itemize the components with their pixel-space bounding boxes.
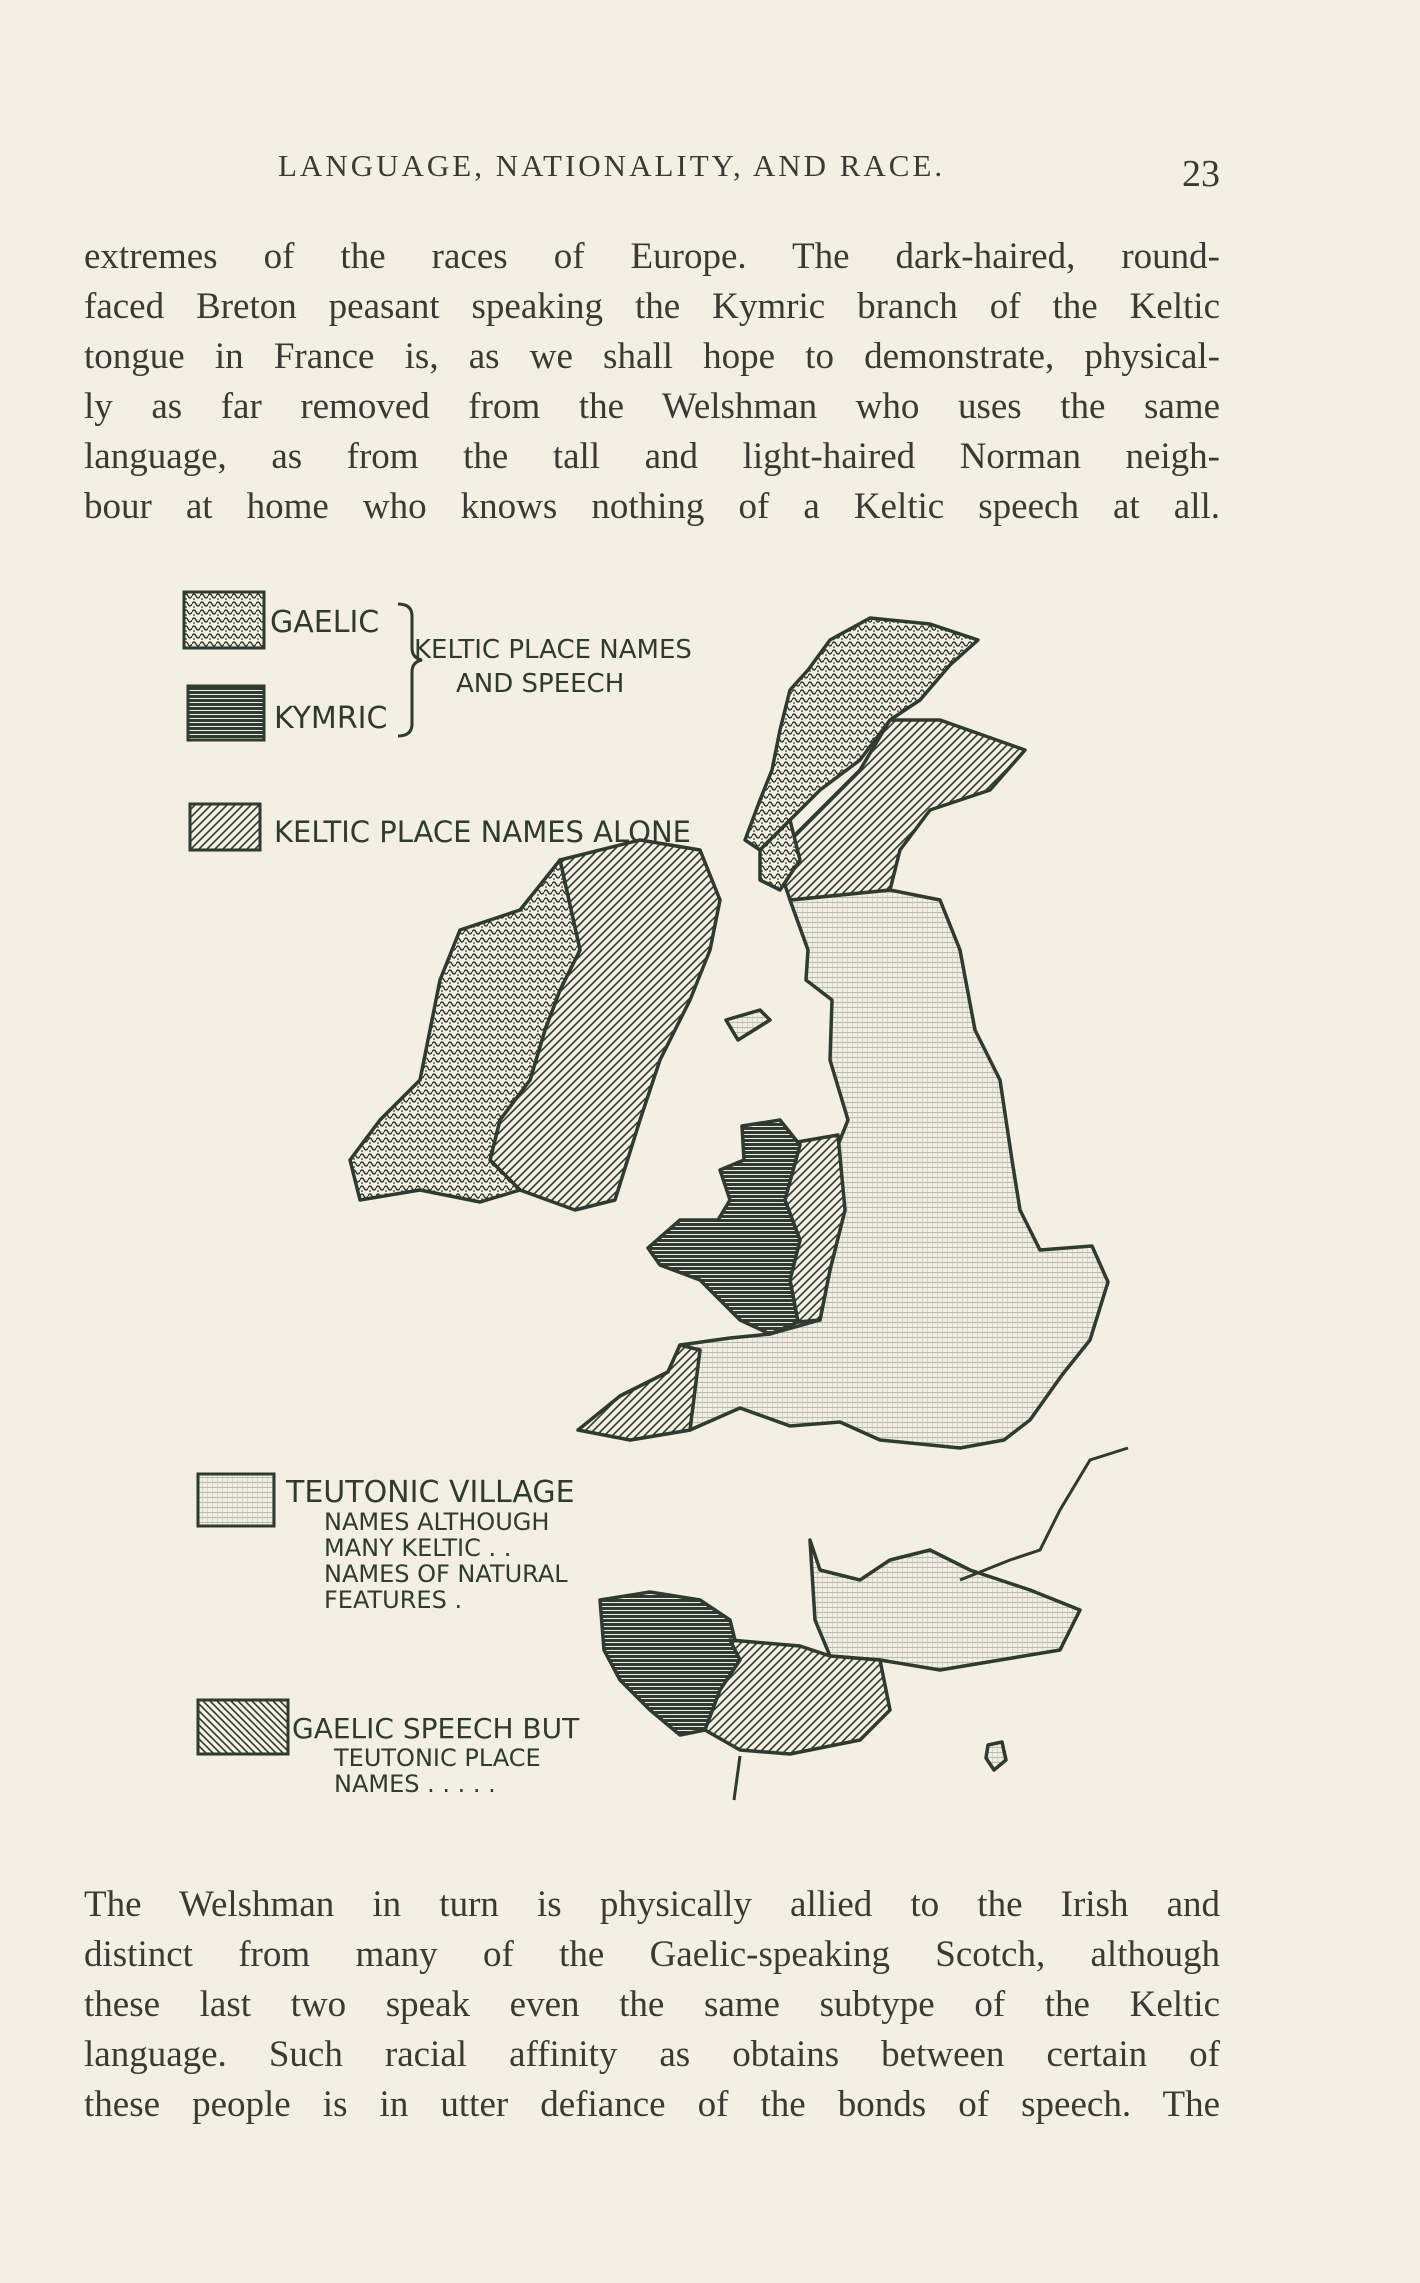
legend-label-keltic-speech-2: AND SPEECH [456,669,625,699]
text-line: language. Such racial affinity as obtains between certain of [84,2034,1220,2075]
map-regions [350,618,1108,1770]
legend-label-kymric: KYMRIC [274,701,388,736]
paragraph-bottom [84,1880,1220,2130]
region-normandy [810,1540,1080,1670]
legend-brace [398,604,422,736]
text-line: these people is in utter defiance of the bonds of speech. The [84,2084,1220,2125]
legend-label-gaelic: GAELIC [270,605,380,640]
french-coastline [960,1448,1128,1580]
text-line: faced Breton peasant speaking the Kymric branch of the Keltic [84,286,1220,327]
legend-label-teutonic-5: FEATURES . [324,1586,463,1614]
text-line: language, as from the tall and light-haired Norman neigh- [84,436,1220,477]
legend-swatch-keltic-names [190,804,260,850]
text-line: ly as far removed from the Welshman who uses the same [84,386,1220,427]
text-line: distinct from many of the Gaelic-speaking Scotch, although [84,1934,1220,1975]
region-isle-of-man [726,1010,770,1040]
legend-label-gaelic-teutonic-3: NAMES . . . . . [334,1770,496,1798]
legend-swatch-gaelic-teutonic [198,1700,288,1754]
text-line: these last two speak even the same subtype of the Keltic [84,1984,1220,2025]
british-isles-language-map [0,560,1420,1860]
region-wales [648,1120,800,1334]
legend-label-gaelic-teutonic-1: GAELIC SPEECH BUT [292,1712,580,1745]
legend-label-teutonic-3: MANY KELTIC . . [324,1534,512,1562]
brittany-coastline [734,1756,740,1800]
text-line: tongue in France is, as we shall hope to demonstrate, physical- [84,336,1220,377]
text-line: The Welshman in turn is physically allied to the Irish and [84,1884,1220,1925]
legend-label-teutonic-2: NAMES ALTHOUGH [324,1508,550,1536]
paragraph-top [84,232,1220,532]
legend-swatch-gaelic [184,592,264,648]
running-head: LANGUAGE, NATIONALITY, AND RACE. [278,148,946,183]
legend-label-teutonic-1: TEUTONIC VILLAGE [286,1475,575,1510]
legend-label-teutonic-4: NAMES OF NATURAL [324,1560,568,1588]
legend-label-keltic-names: KELTIC PLACE NAMES ALONE [274,815,691,849]
legend-swatch-kymric [188,686,264,740]
region-cornwall [578,1345,700,1440]
region-channel-islands [986,1742,1006,1770]
legend-label-gaelic-teutonic-2: TEUTONIC PLACE [334,1744,541,1772]
legend-swatch-teutonic [198,1474,274,1526]
text-line: bour at home who knows nothing of a Keltic speech at all. [84,486,1220,527]
page-number: 23 [1182,153,1220,195]
text-line: extremes of the races of Europe. The dark-haired, round- [84,236,1220,277]
legend-label-keltic-speech-1: KELTIC PLACE NAMES [414,635,692,665]
